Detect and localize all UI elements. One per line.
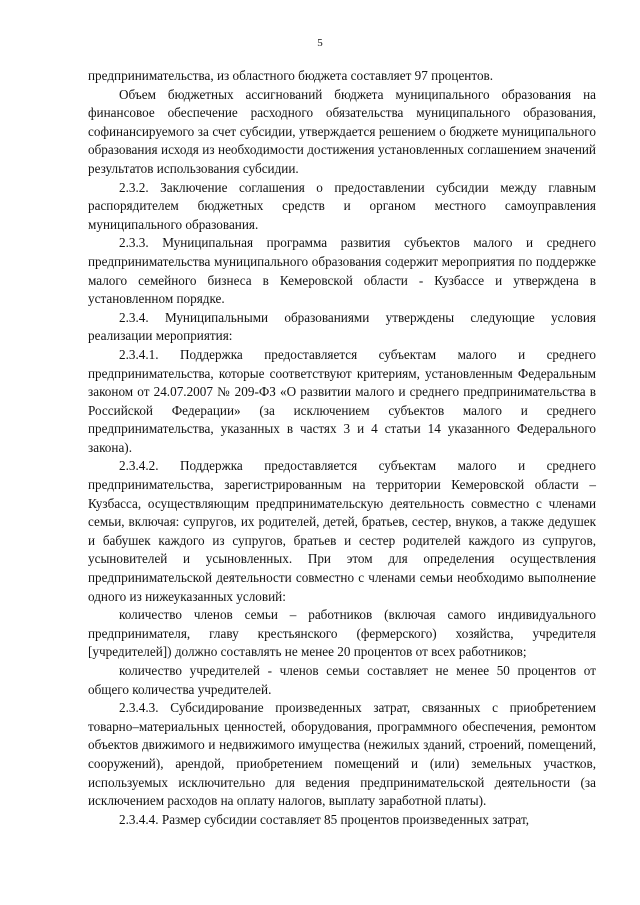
paragraph-budget-allocation: Объем бюджетных ассигнований бюджета муниципального образования на финансовое обеспечение расходного обязательства муниципального образования, софинансируемого за счет субсидии, утверждается решением о бюджете муниципального образования исходя из необходимости достижения установленных соглашением значений результатов использования субсидии. xyxy=(88,86,596,176)
paragraph-2-3-4-3: 2.3.4.3. Субсидирование произведенных затрат, связанных с приобретением товарно–материальных ценностей, оборудования, программного обеспечения, ремонтом объектов движимого и недвижимого имущества (нежилых зданий, строений, помещений, сооружений), арендой, приобретением помещений и (или) земельных участков, используемых исключительно для ведения предпринимательской деятельности (за исключением расходов на оплату налогов, выплату заработной платы). xyxy=(88,700,596,809)
paragraph-continuation: предпринимательства, из областного бюджета составляет 97 процентов. xyxy=(88,68,494,83)
paragraph-condition-founders: количество учредителей - членов семьи составляет не менее 50 процентов от общего количества учредителей. xyxy=(88,663,596,697)
paragraph-2-3-4-1: 2.3.4.1. Поддержка предоставляется субъектам малого и среднего предпринимательства, которые соответствуют критериям, установленным Федеральным законом от 24.07.2007 № 209-ФЗ «О развитии малого и среднего предпринимательства в Российской Федерации» (за исключением субъектов малого и среднего предпринимательства, указанных в частях 3 и 4 статьи 14 указанного Федерального закона). xyxy=(88,346,596,455)
paragraph-2-3-3: 2.3.3. Муниципальная программа развития субъектов малого и среднего предпринимательства муниципального образования содержит мероприятия по поддержке малого семейного бизнеса в Кемеровской области - Кузбассе и утверждена в установленном порядке. xyxy=(88,235,596,307)
document-body xyxy=(88,67,596,829)
paragraph-2-3-2: 2.3.2. Заключение соглашения о предоставлении субсидии между главным распорядителем бюджетных средств и органом местного самоуправления муниципального образования. xyxy=(88,179,596,232)
paragraph-condition-employees: количество членов семьи – работников (включая самого индивидуального предпринимателя, главу крестьянского (фермерского) хозяйства, учредителя [учредителей]) должно составлять не менее 20 процентов от всех работников; xyxy=(88,607,596,660)
paragraph-2-3-4: 2.3.4. Муниципальными образованиями утверждены следующие условия реализации мероприятия: xyxy=(88,309,596,344)
page-number: 5 xyxy=(317,37,323,49)
paragraph-2-3-4-2: 2.3.4.2. Поддержка предоставляется субъектам малого и среднего предпринимательства, зарегистрированным на территории Кемеровской области – Кузбасса, осуществляющим предпринимательскую деятельность совместно с членами семьи, включая: супругов, их родителей, детей, братьев, сестер, внуков, а также дедушек и бабушек каждого из супругов, братьев и сестер родителей каждого из супругов, усыновителей и усыновленных. При этом для определения осуществления предпринимательской деятельности совместно с членами семьи необходимо выполнение одного из нижеуказанных условий: xyxy=(88,458,596,604)
paragraph-2-3-4-4: 2.3.4.4. Размер субсидии составляет 85 процентов произведенных затрат, xyxy=(119,811,530,827)
